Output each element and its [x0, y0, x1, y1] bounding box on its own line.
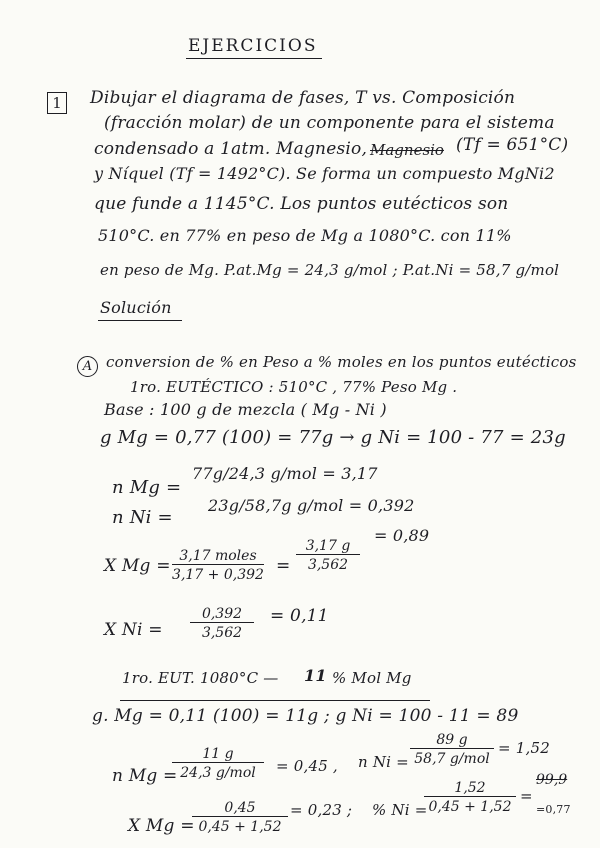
x-mg-equals: =	[276, 556, 291, 576]
title-underline	[186, 58, 322, 59]
n2-mg-label: n Mg =	[112, 766, 178, 786]
n2-ni-result: = 1,52	[498, 739, 550, 757]
x-ni-result: = 0,11	[270, 606, 329, 626]
g-mg-line: g Mg = 0,77 (100) = 77g → g Ni = 100 - 77 = 23g	[100, 427, 566, 448]
x2-mg-result: = 0,23 ;	[290, 801, 353, 819]
problem-line-7: en peso de Mg. P.at.Mg = 24,3 g/mol ; P.at.Ni = 58,7 g/mol	[100, 261, 560, 279]
n-mg-label: n Mg =	[112, 477, 182, 498]
n-ni-label: n Ni =	[112, 507, 173, 528]
problem-line-6: 510°C. en 77% en peso de Mg a 1080°C. con 11%	[98, 226, 512, 245]
n2-mg-result: = 0,45 ,	[276, 757, 338, 775]
solution-underline	[98, 320, 182, 321]
x-mg-denominator: 3,17 + 0,392	[172, 567, 264, 583]
eutectic-2-value: 11	[304, 666, 327, 685]
n-ni-expr: 23g/58,7g g/mol = 0,392	[208, 496, 415, 515]
x-mg-numerator: 3,17 moles	[172, 548, 264, 565]
part-title: conversion de % en Peso a % moles en los puntos eutécticos	[106, 353, 577, 371]
problem-line-3b: (Tf = 651°C)	[456, 135, 569, 155]
n2-mg-numerator: 11 g	[172, 746, 264, 763]
x2-ni-denominator: 0,45 + 1,52	[428, 799, 512, 815]
struck-word: Magnesio	[370, 141, 444, 159]
x-mg-label: X Mg =	[104, 556, 171, 576]
problem-line-5: que funde a 1145°C. Los puntos eutécticos son	[94, 194, 509, 214]
x-ni-fraction	[190, 606, 254, 641]
problem-line-2: (fracción molar) de un componente para el sistema	[104, 113, 555, 133]
problem-line-1: Dibujar el diagrama de fases, T vs. Composición	[90, 88, 516, 108]
eutectic-2-label: 1ro. EUT. 1080°C —	[122, 669, 279, 687]
x2-mg-denominator: 0,45 + 1,52	[198, 819, 282, 835]
n2-ni-numerator: 89 g	[410, 732, 494, 749]
x-mg-fraction-2	[296, 538, 360, 573]
x2-ni-equals: =	[520, 787, 533, 805]
x2-ni-numerator: 1,52	[424, 780, 516, 797]
n2-mg-denominator: 24,3 g/mol	[180, 765, 256, 781]
eutectic-2-unit: % Mol Mg	[332, 669, 412, 687]
n2-ni-denominator: 58,7 g/mol	[414, 751, 490, 767]
eutectic-1: 1ro. EUTÉCTICO : 510°C , 77% Peso Mg .	[130, 378, 458, 396]
x2-mg-fraction	[192, 800, 288, 835]
n-mg-expr: 77g/24,3 g/mol = 3,17	[192, 464, 378, 483]
part-label: A	[77, 356, 98, 377]
g2-line: g. Mg = 0,11 (100) = 11g ; g Ni = 100 - 11 = 89	[92, 706, 519, 726]
page-title: EJERCICIOS	[188, 36, 318, 56]
solution-heading: Solución	[100, 298, 172, 317]
problem-number: 1	[47, 92, 67, 114]
section-divider	[120, 700, 430, 701]
n2-ni-label: n Ni =	[358, 753, 409, 771]
n2-mg-fraction	[172, 746, 264, 781]
x-ni-label: X Ni =	[104, 620, 163, 640]
x2-mg-label: X Mg =	[128, 816, 195, 836]
x-ni-numerator: 0,392	[190, 606, 254, 623]
x2-ni-fraction	[424, 780, 516, 815]
x2-ni-struck: 99,9	[536, 772, 568, 788]
base-line: Base : 100 g de mezcla ( Mg - Ni )	[104, 400, 387, 419]
x-mg-numerator-2: 3,17 g	[296, 538, 360, 555]
x2-ni-label: % Ni =	[372, 801, 428, 819]
x2-ni-result: =0,77	[536, 803, 571, 816]
x2-mg-numerator: 0,45	[192, 800, 288, 817]
x-mg-denominator-2: 3,562	[307, 557, 349, 573]
x-mg-result: = 0,89	[374, 526, 430, 545]
n2-ni-fraction	[410, 732, 494, 767]
x-mg-fraction	[172, 548, 264, 583]
problem-line-3: condensado a 1atm. Magnesio,	[94, 139, 368, 159]
problem-line-4: y Níquel (Tf = 1492°C). Se forma un compuesto MgNi2	[94, 164, 555, 183]
x-ni-denominator: 3,562	[201, 625, 243, 641]
